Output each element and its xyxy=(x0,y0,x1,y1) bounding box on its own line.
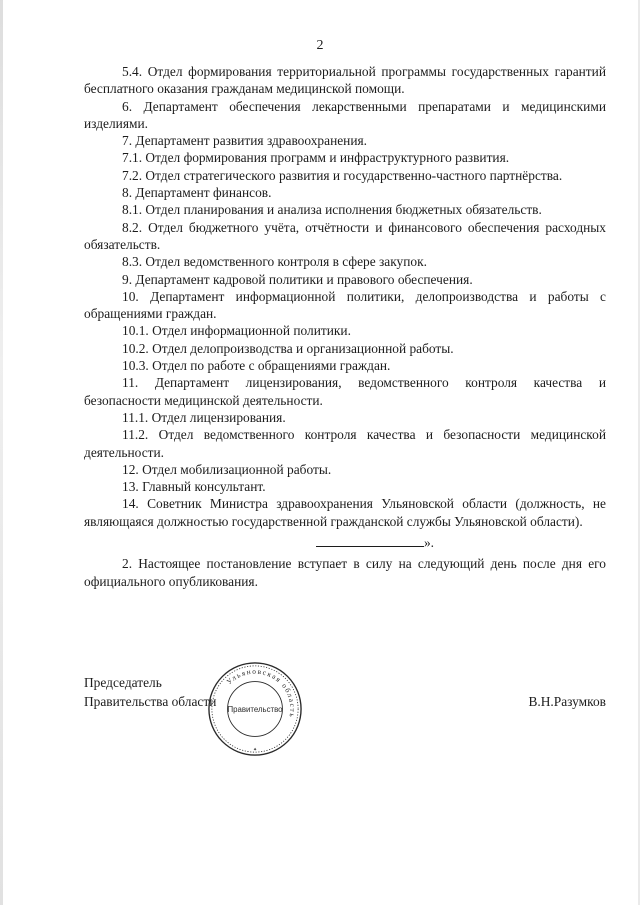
signer-title-line2: Правительства области xyxy=(84,694,217,709)
paragraph-6: 6. Департамент обеспечения лекарственными препаратами и медицинскими изделиями. xyxy=(84,98,606,131)
signature-block xyxy=(84,673,606,711)
paragraph-12: 12. Отдел мобилизационной работы. xyxy=(122,461,332,477)
paragraph-8: 8. Департамент финансов. xyxy=(122,185,272,201)
closing-mark: ». xyxy=(423,535,435,551)
page-number: 2 xyxy=(316,38,324,53)
official-seal xyxy=(206,660,304,758)
seal-star-icon: ✦ xyxy=(252,747,258,754)
paragraph-10-3: 10.3. Отдел по работе с обращениями граждан. xyxy=(122,358,391,374)
paragraph-7-2: 7.2. Отдел стратегического развития и государственно-частного партнёрства. xyxy=(122,167,563,183)
paragraph-7: 7. Департамент развития здравоохранения. xyxy=(122,133,368,149)
seal-ring-text: Ульяновская область xyxy=(224,666,298,720)
paragraph-11-1: 11.1. Отдел лицензирования. xyxy=(122,409,286,425)
paragraph-14: 14. Советник Министра здравоохранения Ульяновской области (должность, не являющаяся должностью государственной гражданской службы Ульяновской области). xyxy=(84,496,606,529)
paragraph-8-3: 8.3. Отдел ведомственного контроля в сфере закупок. xyxy=(122,254,427,270)
paragraph-10: 10. Департамент информационной политики, делопроизводства и работы с обращениями граждан. xyxy=(84,288,606,322)
seal-center-text: Правительство xyxy=(227,704,283,714)
signer-name: В.Н.Разумков xyxy=(528,694,606,709)
paragraph-10-2: 10.2. Отдел делопроизводства и организационной работы. xyxy=(122,340,454,356)
paragraph-11: 11. Департамент лицензирования, ведомственного контроля качества и безопасности медицинской деятельности. xyxy=(84,375,606,408)
paragraph-8-2: 8.2. Отдел бюджетного учёта, отчётности и финансового обеспечения расходных обязательств. xyxy=(84,219,606,252)
paragraph-13: 13. Главный консультант. xyxy=(122,479,266,495)
paragraph-9: 9. Департамент кадровой политики и правового обеспечения. xyxy=(122,271,473,287)
paragraph-8-1: 8.1. Отдел планирования и анализа исполнения бюджетных обязательств. xyxy=(122,202,542,218)
paragraph-7-1: 7.1. Отдел формирования программ и инфраструктурного развития. xyxy=(122,150,510,166)
paragraph-5-4: 5.4. Отдел формирования территориальной программы государственных гарантий бесплатного оказания гражданам медицинской помощи. xyxy=(84,64,606,97)
scan-left-edge xyxy=(0,0,3,905)
paragraph-11-2: 11.2. Отдел ведомственного контроля качества и безопасности медицинской деятельности. xyxy=(84,427,606,460)
paragraph-effective-date: 2. Настоящее постановление вступает в силу на следующий день после дня его официального опубликования. xyxy=(84,556,606,589)
paragraph-10-1: 10.1. Отдел информационной политики. xyxy=(122,323,351,339)
document-body xyxy=(84,63,606,590)
closing-quote-line xyxy=(84,534,606,551)
signer-title-line1: Председатель xyxy=(84,675,162,690)
blank-rule xyxy=(316,534,424,547)
